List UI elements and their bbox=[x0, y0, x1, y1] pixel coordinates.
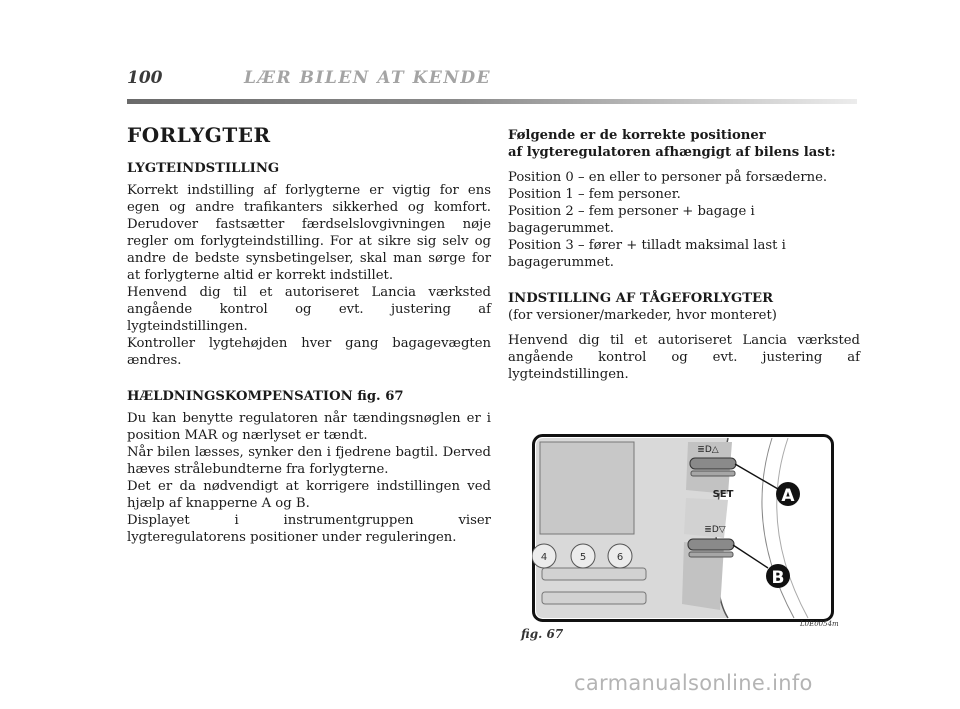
set-label: SET bbox=[712, 489, 734, 500]
watermark: carmanualsonline.info bbox=[574, 671, 813, 695]
fog-heading: INDSTILLING AF TÅGEFORLYGTER bbox=[508, 291, 774, 306]
position-2: Position 2 – fem personer + bagage i bagagerummet. bbox=[508, 204, 755, 236]
button-5-label: 5 bbox=[579, 552, 587, 563]
button-6-label: 6 bbox=[616, 552, 624, 563]
running-title: LÆR BILEN AT KENDE bbox=[244, 68, 492, 88]
page-number: 100 bbox=[127, 68, 163, 88]
button-a bbox=[690, 458, 736, 469]
section1-paragraph-1: Korrekt indstilling af forlygterne er vigtig for ens egen og andre trafikanters sikkerhed og komfort. Derudover fastsætter færdselslovgivningen nøje regler om forlygteindstilling. For at sikre sig selv og andre de bedste synsbetingelser, skal man sørge for at forlygterne altid er korrekt indstillet. bbox=[127, 183, 491, 283]
section-title: FORLYGTER bbox=[127, 123, 271, 147]
button-b bbox=[688, 539, 734, 550]
position-0: Position 0 – en eller to personer på forsæderne. bbox=[508, 170, 828, 185]
figure-code: L0E0054m bbox=[800, 620, 839, 628]
dashboard-figure bbox=[532, 434, 834, 622]
down-symbol: ≣D▽ bbox=[704, 525, 726, 535]
callout-b-label: B bbox=[771, 568, 785, 588]
section2-paragraph-4: Displayet i instrumentgruppen viser lygteregulatorens positioner under reguleringen. bbox=[127, 513, 491, 545]
section2-heading: HÆLDNINGSKOMPENSATION fig. 67 bbox=[127, 389, 404, 404]
up-symbol: ≣D△ bbox=[697, 445, 719, 455]
positions-intro-line-1: Følgende er de korrekte positioner bbox=[508, 128, 766, 143]
button-4-label: 4 bbox=[540, 552, 548, 563]
fog-subheading: (for versioner/markeder, hvor monteret) bbox=[508, 308, 777, 323]
position-1: Position 1 – fem personer. bbox=[508, 187, 681, 202]
left-column bbox=[127, 123, 491, 546]
section1-paragraph-3: Kontroller lygtehøjden hver gang bagagevægten ændres. bbox=[127, 336, 491, 368]
section2-paragraph-1: Du kan benytte regulatoren når tændingsnøglen er i position MAR og nærlyset er tændt. bbox=[127, 411, 491, 443]
figure-caption: fig. 67 bbox=[521, 627, 564, 641]
positions-intro-line-2: af lygteregulatoren afhængigt af bilens last: bbox=[508, 145, 836, 160]
fog-paragraph: Henvend dig til et autoriseret Lancia værksted angående kontrol og evt. justering af lygteindstillingen. bbox=[508, 333, 860, 382]
section2-paragraph-3: Det er da nødvendigt at korrigere indstillingen ved hjælp af knapperne A og B. bbox=[127, 479, 491, 511]
position-3: Position 3 – fører + tilladt maksimal last i bagagerummet. bbox=[508, 238, 786, 270]
section1-heading: LYGTEINDSTILLING bbox=[127, 161, 280, 176]
callout-a-label: A bbox=[781, 486, 795, 506]
section1-paragraph-2: Henvend dig til et autoriseret Lancia værksted angående kontrol og evt. justering af lygteindstillingen. bbox=[127, 285, 491, 334]
right-column bbox=[508, 127, 860, 383]
section2-paragraph-2: Når bilen læsses, synker den i fjedrene bagtil. Derved hæves strålebundterne fra forlygterne. bbox=[127, 445, 491, 477]
header-rule bbox=[127, 99, 857, 104]
